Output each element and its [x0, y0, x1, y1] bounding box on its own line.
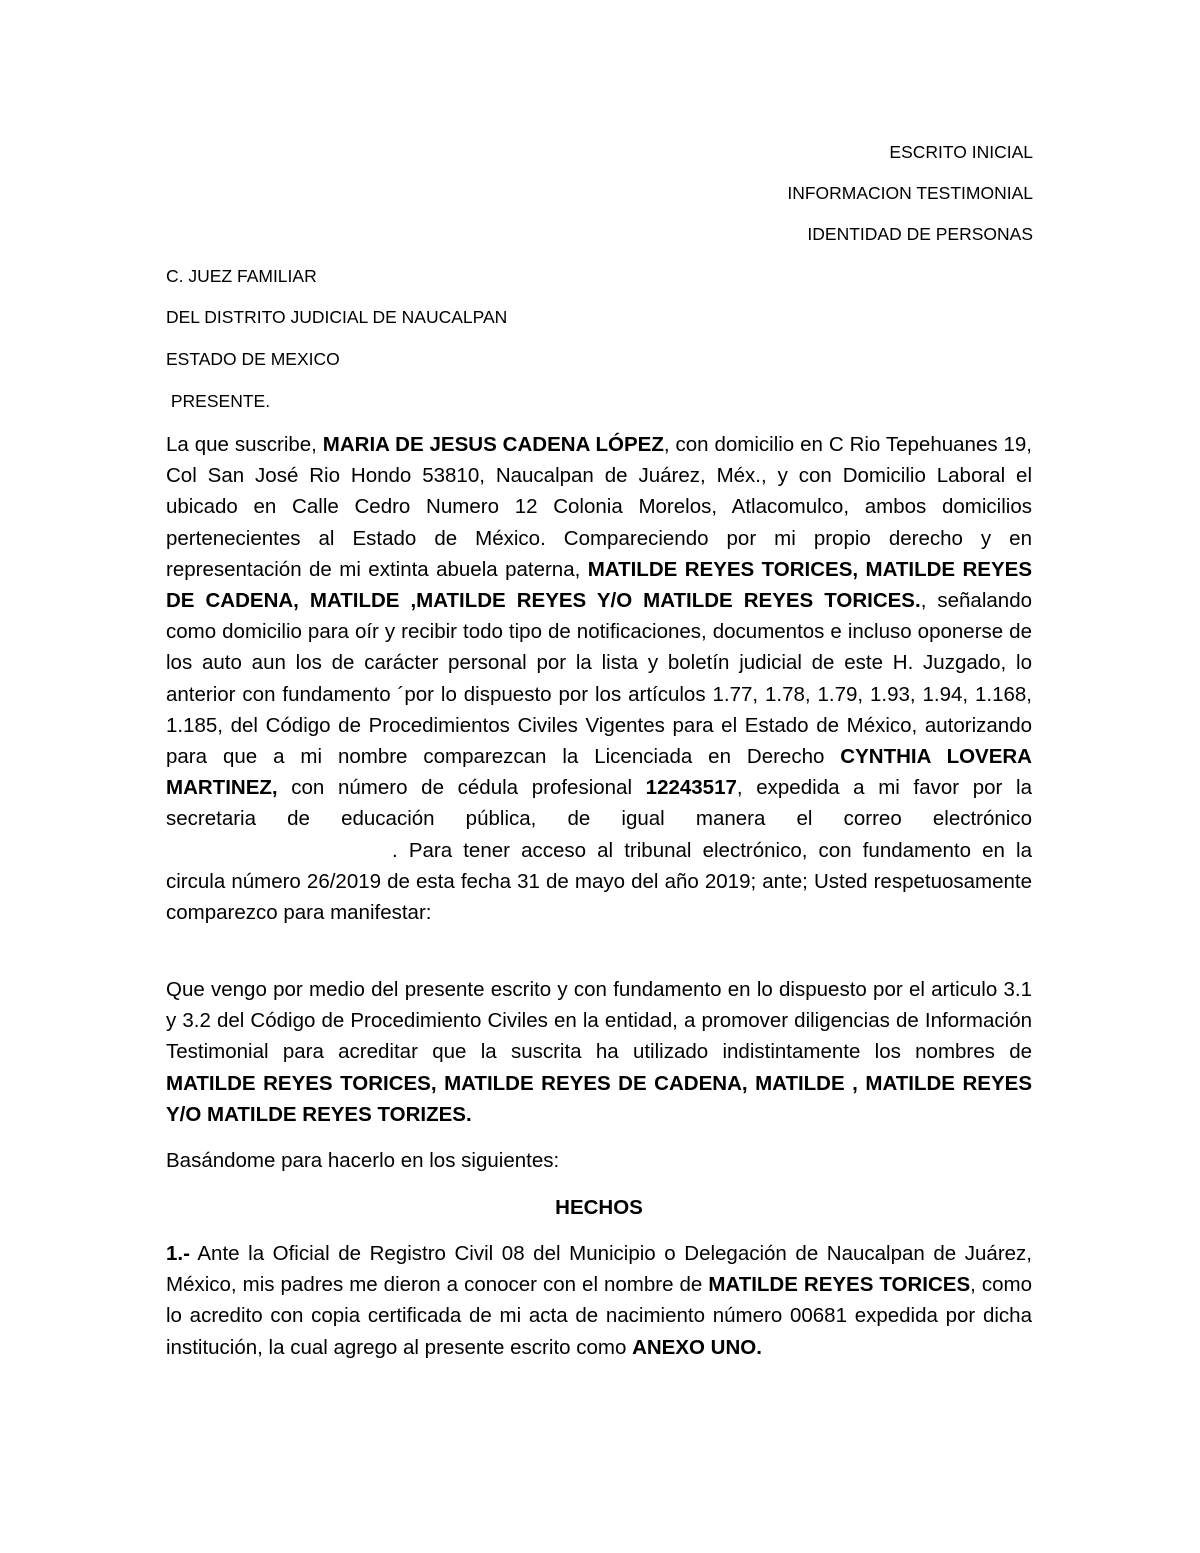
p1-text-2: , con domicilio en C Rio Tepehuanes 19, Col San José Rio Hondo 53810, Naucalpan de Juárez, Méx., y con Domicilio Laboral el ubicado en Calle Cedro Numero 12 Colonia Morelos, Atlacomulco, ambos domicilios pertenecientes al Estado de México. Compareciendo por mi propio derecho y en representación de mi extinta abuela paterna, — [166, 433, 1032, 581]
request-paragraph — [166, 974, 1032, 1130]
p4-anexo-label: ANEXO UNO. — [632, 1335, 762, 1359]
p1-petitioner-name: MARIA DE JESUS CADENA LÓPEZ — [322, 433, 664, 456]
p1-cedula-number: 12243517 — [645, 776, 737, 800]
p1-grandmother-names: MATILDE REYES TORICES, MATILDE REYES DE CADENA, MATILDE ,MATILDE REYES Y/O MATILDE REYES TORICES. — [166, 557, 1032, 613]
addressee-state: ESTADO DE MEXICO — [166, 349, 340, 369]
p1-text-5: , expedida a mi favor por la secretaria de educación pública, de igual manera el correo electrónico — [166, 776, 1032, 831]
addressee-district: DEL DISTRITO JUDICIAL DE NAUCALPAN — [166, 307, 508, 327]
section-title-hechos: HECHOS — [555, 1196, 643, 1219]
addressee-judge: C. JUEZ FAMILIAR — [166, 266, 317, 286]
header-line-escrito: ESCRITO INICIAL — [889, 142, 1033, 162]
header-line-identidad: IDENTIDAD DE PERSONAS — [807, 224, 1033, 244]
p2-names: MATILDE REYES TORICES, MATILDE REYES DE CADENA, MATILDE , MATILDE REYES Y/O MATILDE REYES TORIZES. — [166, 1071, 1032, 1126]
basis-paragraph: Basándome para hacerlo en los siguientes: — [166, 1149, 560, 1172]
fact-one-paragraph — [166, 1238, 1032, 1363]
p4-text-2: , como lo acredito con copia certificada de mi acta de nacimiento número 00681 expedida por dicha institución, la cual agrego al presente escrito como — [166, 1273, 1032, 1359]
p1-lawyer-name: CYNTHIA LOVERA MARTINEZ, — [166, 745, 1032, 800]
intro-paragraph — [166, 429, 1032, 928]
p2-text-1: Que vengo por medio del presente escrito y con fundamento en lo dispuesto por el articulo 3.1 y 3.2 del Código de Procedimiento Civiles en la entidad, a promover diligencias de Información Testimonial para acreditar que la suscrita ha utilizado indistintamente los nombres de — [166, 978, 1032, 1064]
p1-text-4: con número de cédula profesional — [277, 776, 646, 800]
fact-number: 1.- — [166, 1242, 190, 1265]
header-line-informacion: INFORMACION TESTIMONIAL — [787, 183, 1033, 203]
p1-text-3: , señalando como domicilio para oír y recibir todo tipo de notificaciones, documentos e incluso oponerse de los auto aun los de carácter personal por la lista y boletín judicial de este H. Juzgado, lo anterior con fundamento ´por lo dispuesto por los artículos 1.77, 1.78, 1.79, 1.93, 1.94, 1.168, 1.185, del Código de Procedimientos Civiles Vigentes para el Estado de México, autorizando para que a mi nombre comparezcan la Licenciada en Derecho — [166, 589, 1032, 769]
p1-text-6: . Para tener acceso al tribunal electrónico, con fundamento en la circula número 26/2019 de esta fecha 31 de mayo del año 2019; ante; Usted respetuosamente comparezco para manifestar: — [166, 838, 1032, 925]
p4-birth-name: MATILDE REYES TORICES — [708, 1273, 971, 1297]
addressee-presente: PRESENTE. — [166, 391, 271, 411]
p4-text-1: Ante la Oficial de Registro Civil 08 del Municipio o Delegación de Naucalpan de Juárez, México, mis padres me dieron a conocer con el nombre de — [166, 1242, 1032, 1297]
p1-text-1: La que suscribe, — [166, 433, 323, 456]
